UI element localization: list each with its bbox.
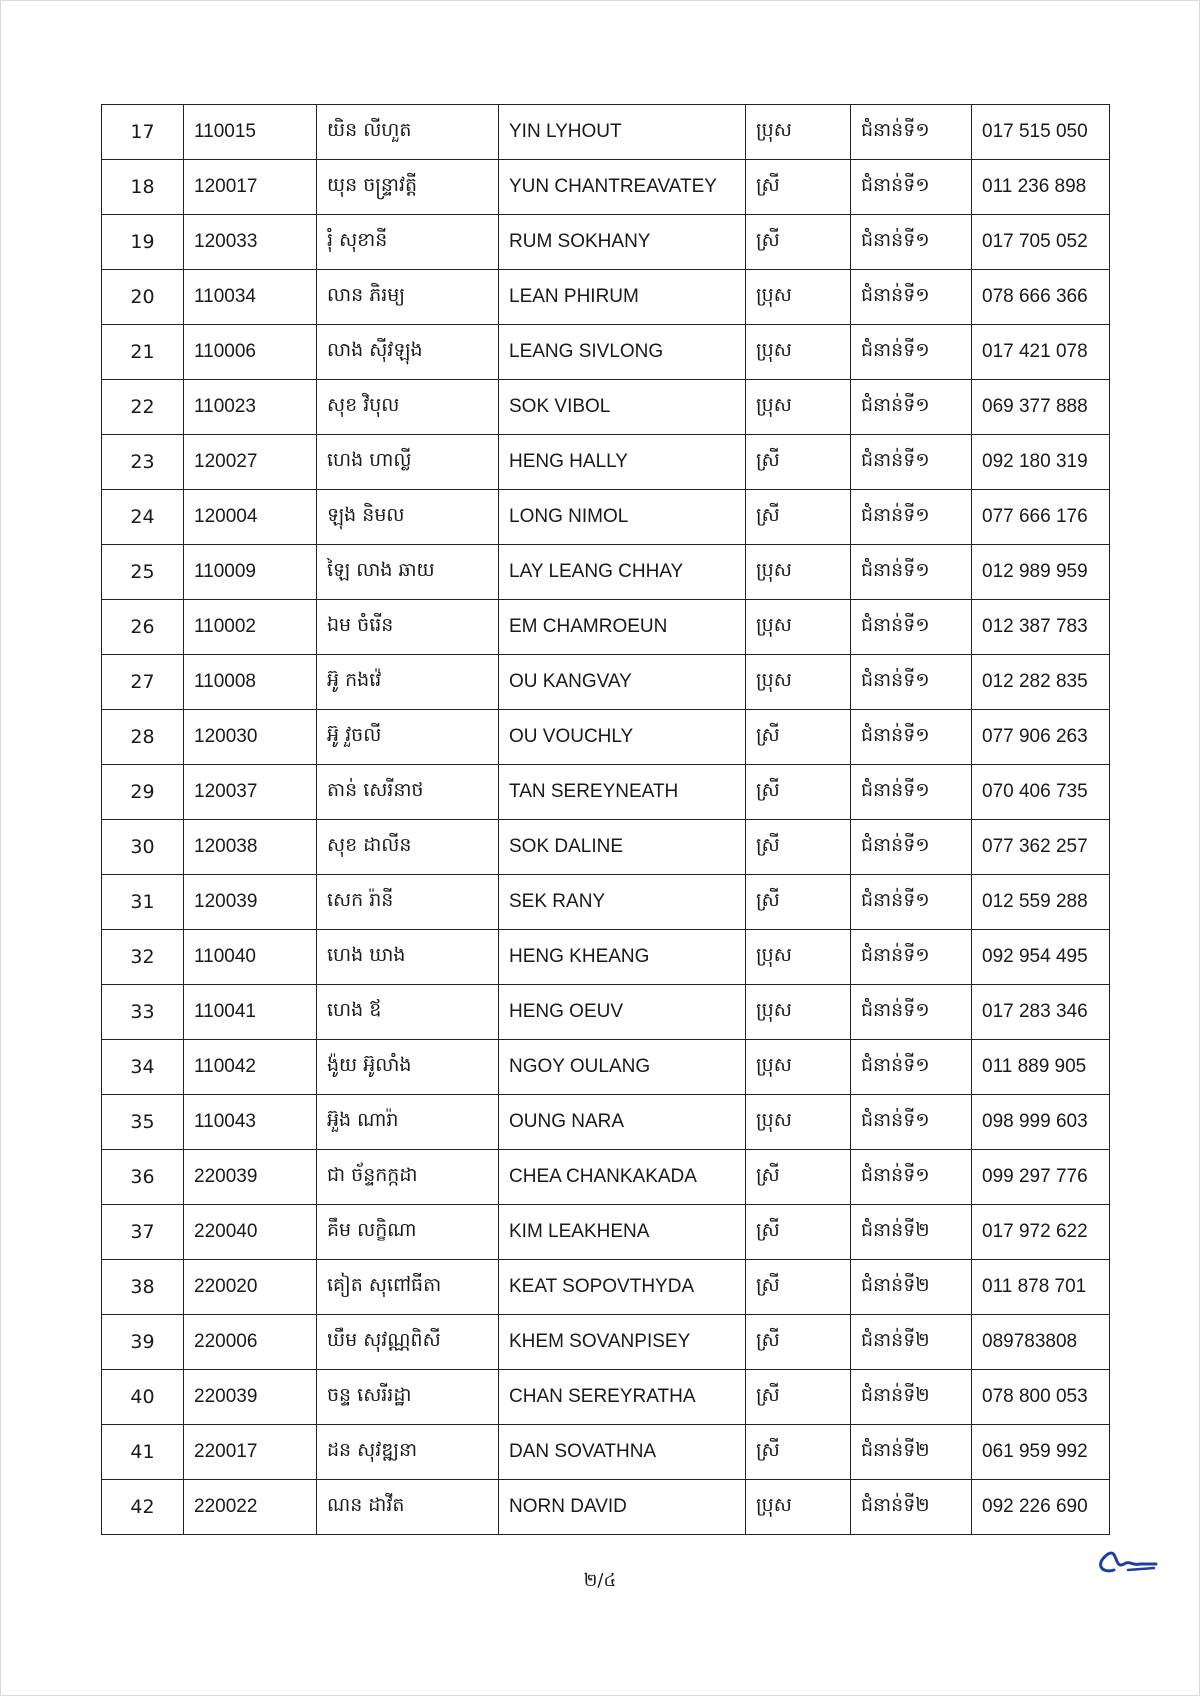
gender-cell: ស្រី	[746, 1425, 851, 1480]
latin-name-cell: LAY LEANG CHHAY	[499, 545, 746, 600]
phone-cell: 017 972 622	[972, 1205, 1110, 1260]
latin-name-cell: LONG NIMOL	[499, 490, 746, 545]
phone-cell: 069 377 888	[972, 380, 1110, 435]
table-row	[102, 985, 1110, 1040]
row-number-cell: 19	[102, 215, 184, 270]
gender-cell: ប្រុស	[746, 985, 851, 1040]
student-id-cell: 110009	[184, 545, 317, 600]
latin-name-cell: HENG KHEANG	[499, 930, 746, 985]
latin-name-cell: OU VOUCHLY	[499, 710, 746, 765]
generation-cell: ជំនាន់ទី១	[851, 380, 972, 435]
gender-cell: ស្រី	[746, 1370, 851, 1425]
gender-cell: ស្រី	[746, 875, 851, 930]
student-id-cell: 220017	[184, 1425, 317, 1480]
latin-name-cell: NORN DAVID	[499, 1480, 746, 1535]
row-number-cell: 36	[102, 1150, 184, 1205]
latin-name-cell: OU KANGVAY	[499, 655, 746, 710]
roster-body	[102, 105, 1110, 1535]
student-id-cell: 120030	[184, 710, 317, 765]
table-row	[102, 875, 1110, 930]
row-number-cell: 27	[102, 655, 184, 710]
latin-name-cell: KEAT SOPOVTHYDA	[499, 1260, 746, 1315]
latin-name-cell: EM CHAMROEUN	[499, 600, 746, 655]
gender-cell: ប្រុស	[746, 545, 851, 600]
khmer-name-cell: ហេង ឪ	[317, 985, 499, 1040]
phone-cell: 017 283 346	[972, 985, 1110, 1040]
generation-cell: ជំនាន់ទី២	[851, 1425, 972, 1480]
row-number-cell: 31	[102, 875, 184, 930]
khmer-name-cell: លាង ស៊ីវឡុង	[317, 325, 499, 380]
generation-cell: ជំនាន់ទី១	[851, 655, 972, 710]
gender-cell: ស្រី	[746, 160, 851, 215]
generation-cell: ជំនាន់ទី១	[851, 1150, 972, 1205]
khmer-name-cell: ហេង ហាល្លី	[317, 435, 499, 490]
generation-cell: ជំនាន់ទី២	[851, 1480, 972, 1535]
row-number-cell: 28	[102, 710, 184, 765]
table-row	[102, 1260, 1110, 1315]
row-number-cell: 23	[102, 435, 184, 490]
row-number-cell: 40	[102, 1370, 184, 1425]
generation-cell: ជំនាន់ទី១	[851, 1095, 972, 1150]
gender-cell: ប្រុស	[746, 1095, 851, 1150]
phone-cell: 011 878 701	[972, 1260, 1110, 1315]
gender-cell: ប្រុស	[746, 325, 851, 380]
khmer-name-cell: អ៊ួង ណារ៉ា	[317, 1095, 499, 1150]
phone-cell: 017 515 050	[972, 105, 1110, 160]
table-row	[102, 1150, 1110, 1205]
khmer-name-cell: អ៊ូ កងវ៉េ	[317, 655, 499, 710]
phone-cell: 077 666 176	[972, 490, 1110, 545]
latin-name-cell: YUN CHANTREAVATEY	[499, 160, 746, 215]
table-row	[102, 1480, 1110, 1535]
phone-cell: 099 297 776	[972, 1150, 1110, 1205]
khmer-name-cell: យុន ចន្ទ្រាវត្តី	[317, 160, 499, 215]
khmer-name-cell: ឯម ចំរើន	[317, 600, 499, 655]
table-row	[102, 1425, 1110, 1480]
row-number-cell: 18	[102, 160, 184, 215]
khmer-name-cell: ជា ច័ន្ទកក្កដា	[317, 1150, 499, 1205]
student-id-cell: 120033	[184, 215, 317, 270]
row-number-cell: 33	[102, 985, 184, 1040]
latin-name-cell: CHAN SEREYRATHA	[499, 1370, 746, 1425]
student-id-cell: 220022	[184, 1480, 317, 1535]
student-id-cell: 220039	[184, 1370, 317, 1425]
khmer-name-cell: តាន់ សេរីនាថ	[317, 765, 499, 820]
khmer-name-cell: លាន ភិរម្យ	[317, 270, 499, 325]
latin-name-cell: LEANG SIVLONG	[499, 325, 746, 380]
phone-cell: 092 226 690	[972, 1480, 1110, 1535]
phone-cell: 077 362 257	[972, 820, 1110, 875]
gender-cell: ប្រុស	[746, 1480, 851, 1535]
row-number-cell: 30	[102, 820, 184, 875]
table-row	[102, 765, 1110, 820]
latin-name-cell: LEAN PHIRUM	[499, 270, 746, 325]
generation-cell: ជំនាន់ទី១	[851, 985, 972, 1040]
khmer-name-cell: ដន សុវឌ្ឍនា	[317, 1425, 499, 1480]
latin-name-cell: TAN SEREYNEATH	[499, 765, 746, 820]
phone-cell: 017 705 052	[972, 215, 1110, 270]
phone-cell: 070 406 735	[972, 765, 1110, 820]
table-row	[102, 435, 1110, 490]
row-number-cell: 39	[102, 1315, 184, 1370]
table-row	[102, 380, 1110, 435]
khmer-name-cell: យិន លីហួត	[317, 105, 499, 160]
latin-name-cell: SOK VIBOL	[499, 380, 746, 435]
student-id-cell: 110040	[184, 930, 317, 985]
row-number-cell: 17	[102, 105, 184, 160]
generation-cell: ជំនាន់ទី១	[851, 820, 972, 875]
generation-cell: ជំនាន់ទី១	[851, 215, 972, 270]
generation-cell: ជំនាន់ទី១	[851, 600, 972, 655]
student-id-cell: 220006	[184, 1315, 317, 1370]
khmer-name-cell: ឡុង និមល	[317, 490, 499, 545]
roster-table	[101, 104, 1110, 1535]
student-id-cell: 120037	[184, 765, 317, 820]
generation-cell: ជំនាន់ទី១	[851, 545, 972, 600]
student-id-cell: 120039	[184, 875, 317, 930]
latin-name-cell: HENG OEUV	[499, 985, 746, 1040]
khmer-name-cell: រុំ សុខានី	[317, 215, 499, 270]
latin-name-cell: SEK RANY	[499, 875, 746, 930]
generation-cell: ជំនាន់ទី២	[851, 1205, 972, 1260]
table-row	[102, 1040, 1110, 1095]
row-number-cell: 24	[102, 490, 184, 545]
gender-cell: ស្រី	[746, 215, 851, 270]
khmer-name-cell: សុខ ដាលីន	[317, 820, 499, 875]
generation-cell: ជំនាន់ទី១	[851, 710, 972, 765]
latin-name-cell: YIN LYHOUT	[499, 105, 746, 160]
table-row	[102, 930, 1110, 985]
gender-cell: ស្រី	[746, 765, 851, 820]
student-id-cell: 220039	[184, 1150, 317, 1205]
row-number-cell: 37	[102, 1205, 184, 1260]
row-number-cell: 35	[102, 1095, 184, 1150]
phone-cell: 011 889 905	[972, 1040, 1110, 1095]
phone-cell: 089783808	[972, 1315, 1110, 1370]
row-number-cell: 22	[102, 380, 184, 435]
generation-cell: ជំនាន់ទី១	[851, 270, 972, 325]
student-id-cell: 120004	[184, 490, 317, 545]
gender-cell: ប្រុស	[746, 655, 851, 710]
student-id-cell: 110008	[184, 655, 317, 710]
student-id-cell: 110042	[184, 1040, 317, 1095]
table-row	[102, 1315, 1110, 1370]
generation-cell: ជំនាន់ទី១	[851, 105, 972, 160]
khmer-name-cell: ឃឹម សុវណ្ណពិសី	[317, 1315, 499, 1370]
student-id-cell: 110034	[184, 270, 317, 325]
khmer-name-cell: ង៉ូយ អ៊ូលាំង	[317, 1040, 499, 1095]
latin-name-cell: KIM LEAKHENA	[499, 1205, 746, 1260]
generation-cell: ជំនាន់ទី១	[851, 875, 972, 930]
student-id-cell: 110023	[184, 380, 317, 435]
khmer-name-cell: សេក រ៉ានី	[317, 875, 499, 930]
generation-cell: ជំនាន់ទី១	[851, 1040, 972, 1095]
generation-cell: ជំនាន់ទី១	[851, 490, 972, 545]
gender-cell: ស្រី	[746, 820, 851, 875]
table-row	[102, 215, 1110, 270]
gender-cell: ប្រុស	[746, 1040, 851, 1095]
phone-cell: 012 282 835	[972, 655, 1110, 710]
gender-cell: ស្រី	[746, 710, 851, 765]
generation-cell: ជំនាន់ទី២	[851, 1315, 972, 1370]
khmer-name-cell: ចន្ទ សេរីរដ្ឋា	[317, 1370, 499, 1425]
phone-cell: 077 906 263	[972, 710, 1110, 765]
phone-cell: 012 559 288	[972, 875, 1110, 930]
table-row	[102, 820, 1110, 875]
row-number-cell: 29	[102, 765, 184, 820]
khmer-name-cell: អ៊ូ វួចលី	[317, 710, 499, 765]
khmer-name-cell: គឹម លក្ខិណា	[317, 1205, 499, 1260]
gender-cell: ប្រុស	[746, 380, 851, 435]
row-number-cell: 26	[102, 600, 184, 655]
student-id-cell: 120038	[184, 820, 317, 875]
table-row	[102, 105, 1110, 160]
generation-cell: ជំនាន់ទី១	[851, 930, 972, 985]
gender-cell: ស្រី	[746, 1150, 851, 1205]
khmer-name-cell: ហេង ឃាង	[317, 930, 499, 985]
generation-cell: ជំនាន់ទី២	[851, 1260, 972, 1315]
row-number-cell: 41	[102, 1425, 184, 1480]
generation-cell: ជំនាន់ទី១	[851, 325, 972, 380]
latin-name-cell: NGOY OULANG	[499, 1040, 746, 1095]
latin-name-cell: RUM SOKHANY	[499, 215, 746, 270]
row-number-cell: 21	[102, 325, 184, 380]
generation-cell: ជំនាន់ទី១	[851, 160, 972, 215]
gender-cell: ស្រី	[746, 490, 851, 545]
phone-cell: 012 387 783	[972, 600, 1110, 655]
row-number-cell: 20	[102, 270, 184, 325]
row-number-cell: 34	[102, 1040, 184, 1095]
table-row	[102, 655, 1110, 710]
table-row	[102, 1095, 1110, 1150]
khmer-name-cell: សុខ វិបុល	[317, 380, 499, 435]
table-row	[102, 1370, 1110, 1425]
student-id-cell: 220020	[184, 1260, 317, 1315]
row-number-cell: 25	[102, 545, 184, 600]
signature-mark	[1084, 1540, 1164, 1584]
phone-cell: 092 954 495	[972, 930, 1110, 985]
table-row	[102, 160, 1110, 215]
latin-name-cell: OUNG NARA	[499, 1095, 746, 1150]
page-number: ២/៤	[583, 1570, 617, 1591]
phone-cell: 012 989 959	[972, 545, 1110, 600]
table-row	[102, 325, 1110, 380]
phone-cell: 078 666 366	[972, 270, 1110, 325]
row-number-cell: 32	[102, 930, 184, 985]
gender-cell: ប្រុស	[746, 270, 851, 325]
phone-cell: 078 800 053	[972, 1370, 1110, 1425]
gender-cell: ស្រី	[746, 1260, 851, 1315]
gender-cell: ប្រុស	[746, 600, 851, 655]
phone-cell: 092 180 319	[972, 435, 1110, 490]
row-number-cell: 42	[102, 1480, 184, 1535]
latin-name-cell: HENG HALLY	[499, 435, 746, 490]
gender-cell: ប្រុស	[746, 105, 851, 160]
table-row	[102, 600, 1110, 655]
phone-cell: 011 236 898	[972, 160, 1110, 215]
table-row	[102, 270, 1110, 325]
khmer-name-cell: ឡៃ លាង ឆាយ	[317, 545, 499, 600]
latin-name-cell: DAN SOVATHNA	[499, 1425, 746, 1480]
gender-cell: ស្រី	[746, 435, 851, 490]
student-id-cell: 120027	[184, 435, 317, 490]
student-id-cell: 110041	[184, 985, 317, 1040]
student-id-cell: 120017	[184, 160, 317, 215]
student-id-cell: 110043	[184, 1095, 317, 1150]
table-row	[102, 545, 1110, 600]
student-id-cell: 110015	[184, 105, 317, 160]
khmer-name-cell: គៀត សុពៅធីតា	[317, 1260, 499, 1315]
row-number-cell: 38	[102, 1260, 184, 1315]
generation-cell: ជំនាន់ទី១	[851, 765, 972, 820]
latin-name-cell: CHEA CHANKAKADA	[499, 1150, 746, 1205]
khmer-name-cell: ណន ដាវីត	[317, 1480, 499, 1535]
gender-cell: ស្រី	[746, 1315, 851, 1370]
student-id-cell: 220040	[184, 1205, 317, 1260]
table-row	[102, 1205, 1110, 1260]
table-row	[102, 710, 1110, 765]
phone-cell: 017 421 078	[972, 325, 1110, 380]
student-id-cell: 110002	[184, 600, 317, 655]
table-row	[102, 490, 1110, 545]
student-id-cell: 110006	[184, 325, 317, 380]
gender-cell: ស្រី	[746, 1205, 851, 1260]
latin-name-cell: KHEM SOVANPISEY	[499, 1315, 746, 1370]
latin-name-cell: SOK DALINE	[499, 820, 746, 875]
phone-cell: 061 959 992	[972, 1425, 1110, 1480]
gender-cell: ប្រុស	[746, 930, 851, 985]
generation-cell: ជំនាន់ទី១	[851, 435, 972, 490]
generation-cell: ជំនាន់ទី២	[851, 1370, 972, 1425]
phone-cell: 098 999 603	[972, 1095, 1110, 1150]
